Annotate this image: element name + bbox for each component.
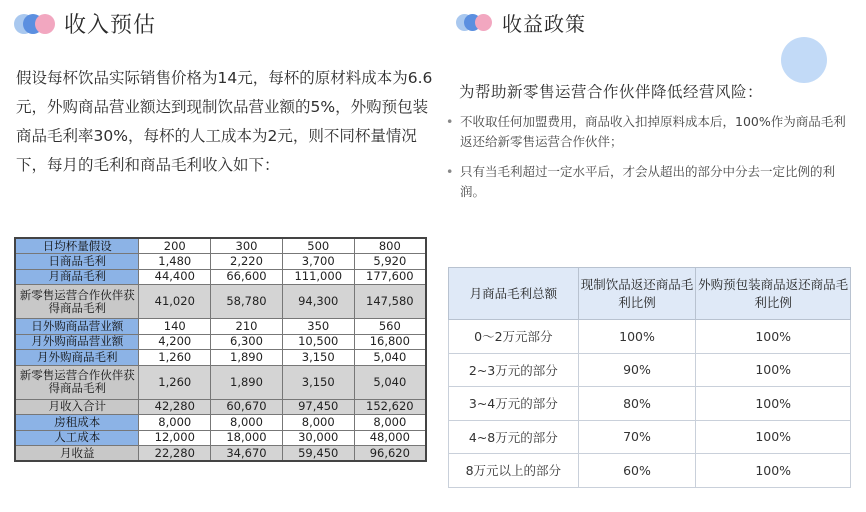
row-label: 日外购商品营业额 xyxy=(15,319,139,335)
cell-value: 66,600 xyxy=(211,269,283,285)
cell-value: 200 xyxy=(139,238,211,254)
revenue-policy-title: 收益政策 xyxy=(502,12,586,36)
table-row xyxy=(15,430,426,446)
income-estimate-table xyxy=(14,237,427,462)
cell-value: 59,450 xyxy=(282,446,354,462)
cell-value: 1,260 xyxy=(139,365,211,399)
cell-value: 300 xyxy=(211,238,283,254)
cell-value: 152,620 xyxy=(354,399,426,415)
cell-value: 2~3万元的部分 xyxy=(449,353,579,387)
cell-value: 100% xyxy=(696,320,851,354)
cell-value: 70% xyxy=(578,420,696,454)
cell-value: 44,400 xyxy=(139,269,211,285)
cell-value: 177,600 xyxy=(354,269,426,285)
cell-value: 100% xyxy=(696,353,851,387)
table-row xyxy=(15,319,426,335)
cell-value: 100% xyxy=(696,420,851,454)
cell-value: 6,300 xyxy=(211,334,283,350)
cell-value: 60,670 xyxy=(211,399,283,415)
cell-value: 8万元以上的部分 xyxy=(449,454,579,488)
row-label: 月外购商品毛利 xyxy=(15,350,139,366)
cell-value: 96,620 xyxy=(354,446,426,462)
table-row xyxy=(15,285,426,319)
table-row xyxy=(15,350,426,366)
cell-value: 5,040 xyxy=(354,350,426,366)
cell-value: 5,040 xyxy=(354,365,426,399)
cell-value: 34,670 xyxy=(211,446,283,462)
cell-value: 94,300 xyxy=(282,285,354,319)
table-row xyxy=(15,365,426,399)
table-row xyxy=(15,415,426,431)
cell-value: 3,150 xyxy=(282,350,354,366)
policy-lead: 为帮助新零售运营合作伙伴降低经营风险： xyxy=(459,83,764,101)
brand-dots-icon xyxy=(456,13,496,33)
revenue-policy-header xyxy=(456,8,586,37)
row-label: 月收益 xyxy=(15,446,139,462)
cell-value: 42,280 xyxy=(139,399,211,415)
cell-value: 1,890 xyxy=(211,350,283,366)
row-label: 新零售运营合作伙伴获得商品毛利 xyxy=(15,365,139,399)
table-row xyxy=(15,238,426,254)
policy-bullet: • 只有当毛利超过一定水平后，才会从超出的部分中分去一定比例的利润。 xyxy=(446,162,856,202)
income-estimate-header xyxy=(14,8,156,39)
cell-value: 12,000 xyxy=(139,430,211,446)
cell-value: 60% xyxy=(578,454,696,488)
cell-value: 4,200 xyxy=(139,334,211,350)
income-estimate-intro: 假设每杯饮品实际销售价格为14元，每杯的原材料成本为6.6元，外购商品营业额达到现制饮品营业额的5%，外购预包装商品毛利率30%，每杯的人工成本为2元，则不同杯量情况下，每月的毛利和商品毛利收入如下： xyxy=(16,69,433,174)
table-row xyxy=(15,399,426,415)
table-row xyxy=(449,454,851,488)
cell-value: 140 xyxy=(139,319,211,335)
cell-value: 500 xyxy=(282,238,354,254)
table-row xyxy=(15,254,426,270)
cell-value: 111,000 xyxy=(282,269,354,285)
cell-value: 97,450 xyxy=(282,399,354,415)
table-row xyxy=(449,353,851,387)
table-row xyxy=(449,320,851,354)
cell-value: 350 xyxy=(282,319,354,335)
column-header: 外购预包装商品返还商品毛利比例 xyxy=(696,268,851,320)
cell-value: 800 xyxy=(354,238,426,254)
table-row xyxy=(449,387,851,421)
column-header: 月商品毛利总额 xyxy=(449,268,579,320)
cell-value: 8,000 xyxy=(211,415,283,431)
cell-value: 8,000 xyxy=(282,415,354,431)
cell-value: 1,890 xyxy=(211,365,283,399)
table-row xyxy=(449,420,851,454)
cell-value: 100% xyxy=(578,320,696,354)
cell-value: 100% xyxy=(696,454,851,488)
cell-value: 147,580 xyxy=(354,285,426,319)
cell-value: 3,150 xyxy=(282,365,354,399)
cell-value: 30,000 xyxy=(282,430,354,446)
table-row xyxy=(15,334,426,350)
cell-value: 16,800 xyxy=(354,334,426,350)
cell-value: 560 xyxy=(354,319,426,335)
row-label: 日均杯量假设 xyxy=(15,238,139,254)
cell-value: 22,280 xyxy=(139,446,211,462)
cell-value: 90% xyxy=(578,353,696,387)
cell-value: 1,480 xyxy=(139,254,211,270)
row-label: 房租成本 xyxy=(15,415,139,431)
return-ratio-table xyxy=(448,267,851,488)
cell-value: 3~4万元的部分 xyxy=(449,387,579,421)
cell-value: 18,000 xyxy=(211,430,283,446)
policy-bullets xyxy=(446,112,856,212)
row-label: 月外购商品营业额 xyxy=(15,334,139,350)
decorative-bubble xyxy=(781,37,827,83)
cell-value: 0～2万元部分 xyxy=(449,320,579,354)
cell-value: 8,000 xyxy=(139,415,211,431)
cell-value: 4~8万元的部分 xyxy=(449,420,579,454)
cell-value: 3,700 xyxy=(282,254,354,270)
policy-bullet: • 不收取任何加盟费用，商品收入扣掉原料成本后，100%作为商品毛利返还给新零售运营合作伙伴； xyxy=(446,112,856,152)
cell-value: 8,000 xyxy=(354,415,426,431)
cell-value: 2,220 xyxy=(211,254,283,270)
cell-value: 80% xyxy=(578,387,696,421)
income-estimate-title: 收入预估 xyxy=(64,13,157,38)
cell-value: 210 xyxy=(211,319,283,335)
row-label: 月收入合计 xyxy=(15,399,139,415)
table-row xyxy=(15,269,426,285)
cell-value: 41,020 xyxy=(139,285,211,319)
cell-value: 10,500 xyxy=(282,334,354,350)
cell-value: 1,260 xyxy=(139,350,211,366)
row-label: 月商品毛利 xyxy=(15,269,139,285)
row-label: 新零售运营合作伙伴获得商品毛利 xyxy=(15,285,139,319)
cell-value: 5,920 xyxy=(354,254,426,270)
column-header: 现制饮品返还商品毛利比例 xyxy=(578,268,696,320)
table-row xyxy=(15,446,426,462)
row-label: 人工成本 xyxy=(15,430,139,446)
cell-value: 58,780 xyxy=(211,285,283,319)
cell-value: 100% xyxy=(696,387,851,421)
brand-dots-icon xyxy=(14,12,58,36)
row-label: 日商品毛利 xyxy=(15,254,139,270)
cell-value: 48,000 xyxy=(354,430,426,446)
